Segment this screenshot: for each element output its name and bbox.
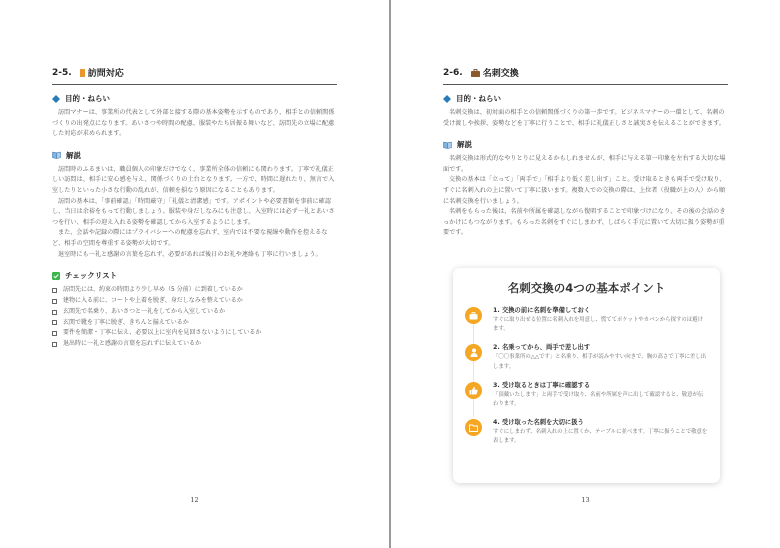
- checklist-heading: [52, 270, 337, 281]
- objective-text: 名刺交換は、初対面の相手との信頼関係づくりの第一歩です。ビジネスマナーの一環として、名刺の受け渡しや挨拶、姿勢などを丁寧に行うことで、相手に礼儀正しさと誠実さを伝えることができます。: [443, 109, 726, 127]
- key-points-card: [453, 268, 720, 483]
- section-number: 2-5.: [52, 67, 72, 78]
- diamond-icon: [52, 95, 60, 103]
- step-item: [465, 381, 708, 409]
- step-item: [465, 306, 708, 334]
- step-description: すぐにしまわず、名刺入れの上に置くか、テーブルに並べます。丁寧に扱うことで敬意を表します。: [493, 429, 708, 445]
- checklist-item[interactable]: [52, 296, 337, 307]
- step-title: 3. 受け取るときは丁寧に確認する: [493, 381, 591, 389]
- explanation-heading-text: 解説: [66, 150, 81, 160]
- section-header: [443, 66, 728, 85]
- page-number: 12: [190, 496, 199, 504]
- steps-list: [465, 306, 708, 447]
- right-page-content: [443, 66, 728, 239]
- left-page: [0, 0, 389, 548]
- section-number: 2-6.: [443, 67, 463, 78]
- checklist-item[interactable]: [52, 285, 337, 296]
- page-number: 13: [581, 496, 590, 504]
- objective-heading-text: 目的・ねらい: [456, 94, 501, 103]
- checklist-item[interactable]: [52, 318, 337, 329]
- checklist-item[interactable]: [52, 328, 337, 339]
- card-title: 名刺交換の4つの基本ポイント: [507, 281, 666, 295]
- explanation-paragraph: 名刺交換は形式的なやりとりに見えるかもしれませんが、相手に与える第一印象を左右する大切な場面です。: [443, 155, 726, 173]
- objective-heading: [52, 93, 337, 104]
- explanation-paragraph: 退室時にも一礼と感謝の言葉を忘れず、必要があれば後日のお礼や連絡も丁寧に行いましょう。: [58, 250, 322, 258]
- section-title: 訪問対応: [87, 69, 124, 79]
- checklist-item-text: 訪問先には、約束の時間より少し早め（5 分前）に到着しているか: [63, 286, 243, 294]
- diamond-icon: [443, 95, 451, 103]
- step-title: 4. 受け取った名刺を大切に扱う: [493, 419, 584, 427]
- explanation-heading-text: 解説: [457, 140, 472, 150]
- checklist: [52, 285, 337, 350]
- explanation-paragraph: 交換の基本は「立って」「両手で」「相手より低く差し出す」こと。受け取るときも両手で受け取り、すぐに名刺入れの上に置いて丁寧に扱います。複数人での交換の際は、上位者（役職が上の人）から順に名刺交換を行いましょう。: [443, 176, 726, 205]
- right-page: [391, 0, 780, 548]
- checklist-item-text: 要件を簡潔・丁寧に伝え、必要以上に室内を見回さないようにしているか: [63, 329, 262, 337]
- explanation-paragraph: 訪問の基本は、「事前確認」「時間厳守」「礼儀と清潔感」です。アポイントや必要書類を事前に確認し、当日は余裕をもって行動しましょう。服装や身だしなみにも注意し、入室時には必ず一礼とあいさつを行い、相手の迎え入れる姿勢を確認してから入室するようにします。: [52, 197, 335, 226]
- checklist-item-text: 玄関先で名乗り、あいさつと一礼をしてから入室しているか: [63, 307, 226, 315]
- checkbox[interactable]: [52, 342, 57, 347]
- step-item: [465, 343, 708, 371]
- briefcase-icon: [465, 307, 482, 324]
- explanation-paragraph: また、会話や記録の際にはプライバシーへの配慮を忘れず、室内では不要な視線や動作を控えるなど、相手の空間を尊重する姿勢が大切です。: [52, 229, 328, 247]
- book-icon: [443, 141, 452, 149]
- checklist-item[interactable]: [52, 307, 337, 318]
- checkbox[interactable]: [52, 299, 57, 304]
- step-title: 1. 交換の前に名刺を準備しておく: [493, 307, 591, 314]
- objective-text: 訪問マナーは、事業所の代表として外部と接する際の基本姿勢を示すものであり、相手との信頼関係づくりの出発点になります。あいさつや時間の配慮、服装やたち居振る舞いなど、訪問先の立場に配慮した対応が求められます。: [52, 109, 335, 138]
- explanation-heading: [443, 139, 728, 150]
- section-header: [52, 66, 337, 85]
- step-description: 「〇〇事業所の△△です」と名乗り、相手が読みやすい向きで、胸の高さで丁寧に差し出します。: [493, 354, 707, 370]
- thumbs-up-icon: [465, 382, 482, 399]
- folder-icon: [465, 419, 482, 436]
- checkbox[interactable]: [52, 310, 57, 315]
- step-item: [465, 418, 708, 446]
- checkbox[interactable]: [52, 288, 57, 293]
- checkbox[interactable]: [52, 331, 57, 336]
- left-page-content: [52, 66, 337, 350]
- step-description: 「頂戴いたします」と両手で受け取り、名前や所属を声に出して確認すると、敬意が伝わります。: [493, 391, 704, 408]
- objective-heading-text: 目的・ねらい: [65, 94, 110, 103]
- checklist-heading-text: チェックリスト: [65, 271, 118, 281]
- person-icon: [465, 344, 482, 361]
- step-title: 2. 名乗ってから、両手で差し出す: [493, 344, 591, 352]
- briefcase-icon: [471, 69, 480, 77]
- checklist-item-text: 退出時に一礼と感謝の言葉を忘れずに伝えているか: [63, 340, 202, 348]
- checklist-item[interactable]: [52, 339, 337, 350]
- explanation-paragraph: 名刺をもらった後は、名前や所属を確認しながら復唱することで印象づけになり、その後の会話のきっかけにもつながります。もらった名刺をすぐにしまわず、しばらく手元に置いて大切に扱う姿勢が重要です。: [443, 208, 726, 237]
- step-description: すぐに取り出せる位置に名刺入れを用意し、慌ててポケットやカバンから探すのは避けます。: [493, 317, 703, 333]
- objective-heading: [443, 93, 728, 104]
- checklist-item-text: 玄関で靴を丁寧に脱ぎ、きちんと揃えているか: [63, 318, 189, 326]
- explanation-heading: [52, 150, 337, 161]
- checklist-item-text: 建物に入る前に、コートや上着を脱ぎ、身だしなみを整えているか: [63, 296, 243, 304]
- section-title: 名刺交換: [482, 69, 519, 79]
- checkbox[interactable]: [52, 320, 57, 325]
- check-mark-icon: [52, 272, 60, 280]
- explanation-paragraph: 訪問時のふるまいは、職員個人の印象だけでなく、事業所全体の信頼にも関わります。丁寧で礼儀正しい訪問は、相手に安心感を与え、関係づくりの土台となります。一方で、時間に遅れたり、無言で入室したりといった小さな行動の乱れが、信頼を損なう原因になることもあります。: [52, 165, 335, 194]
- book-icon: [52, 151, 61, 159]
- bookmark-icon: [80, 69, 85, 77]
